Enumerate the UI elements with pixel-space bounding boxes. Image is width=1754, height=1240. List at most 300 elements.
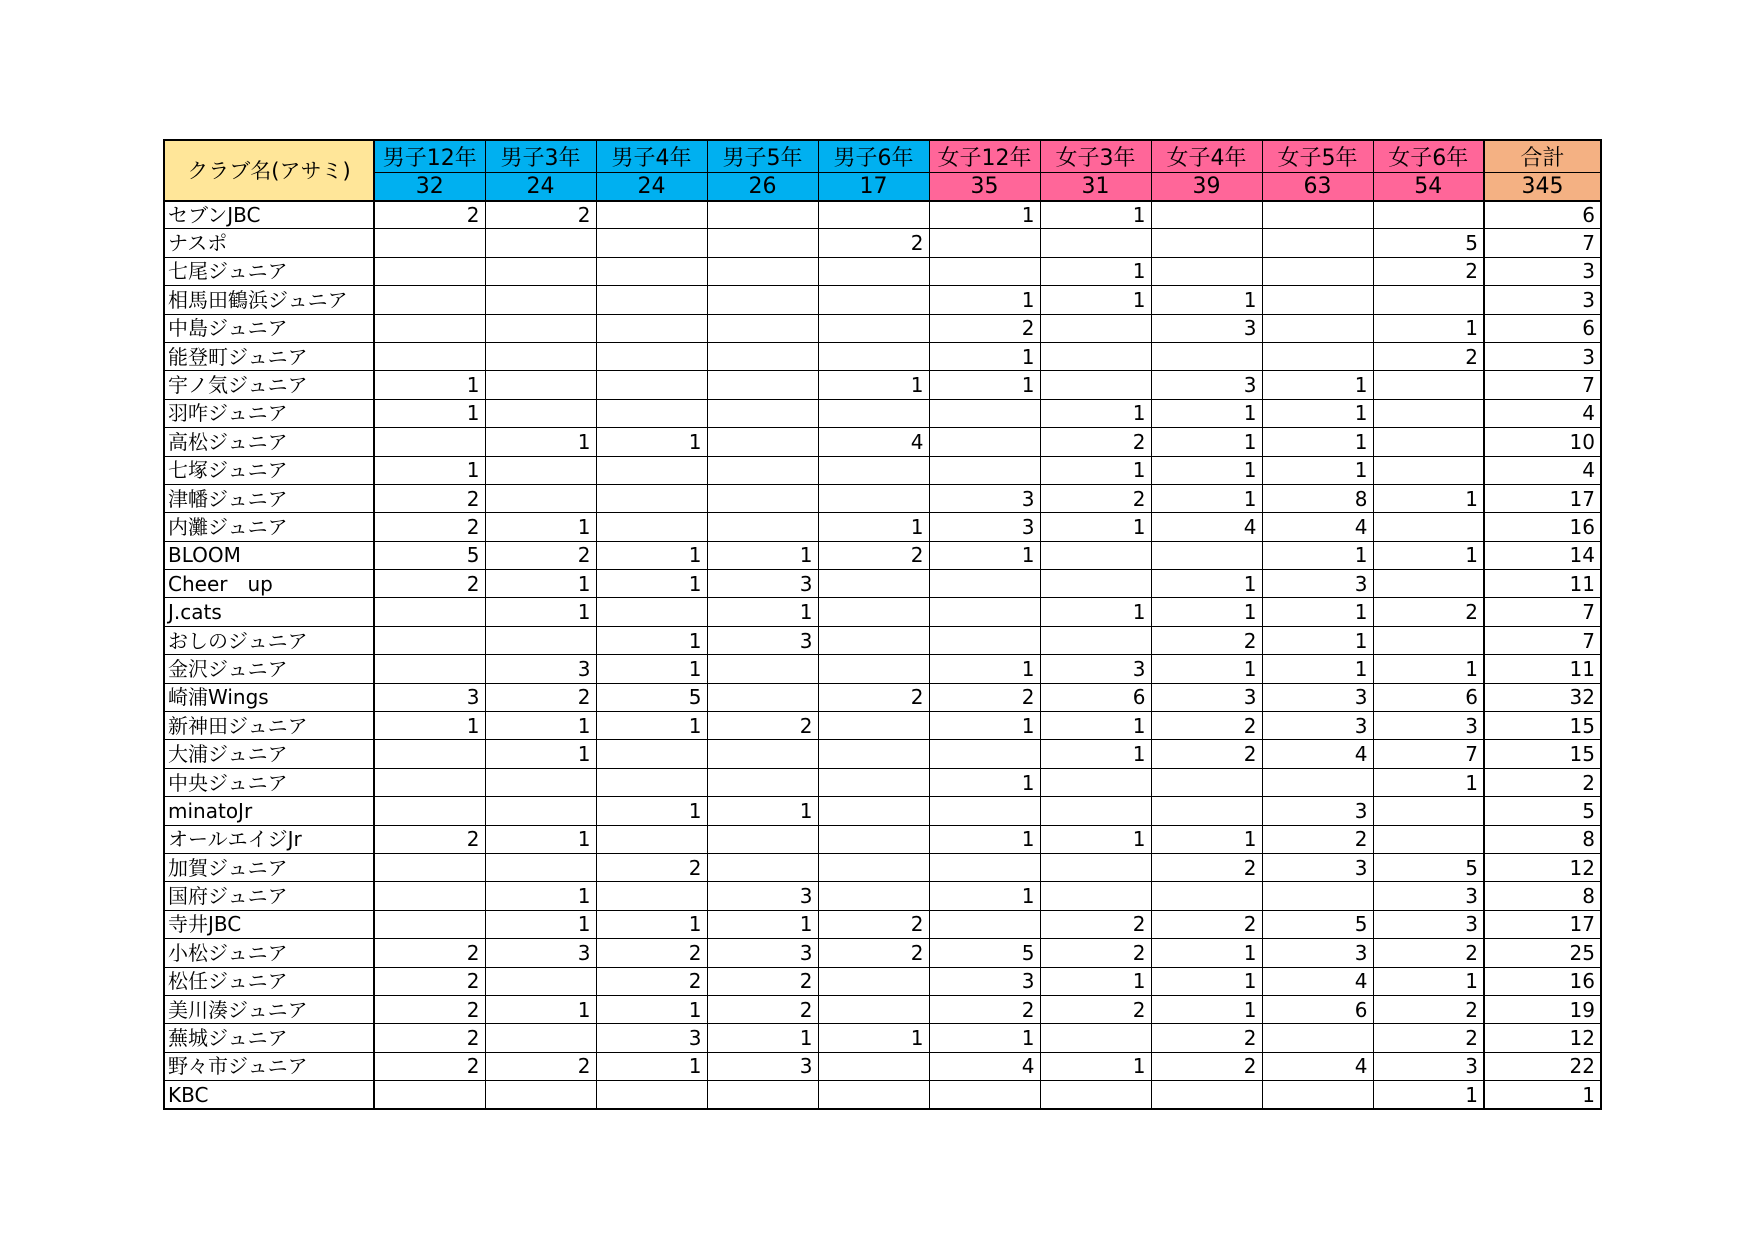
count-cell [1151,882,1262,910]
row-total-cell: 17 [1484,910,1601,938]
count-cell [1262,1024,1373,1052]
count-cell [596,825,707,853]
count-cell [707,484,818,512]
count-cell: 2 [1262,825,1373,853]
count-cell [485,768,596,796]
count-cell: 2 [818,229,929,257]
club-name-cell: 蕪城ジュニア [164,1024,374,1052]
table-row [164,342,1601,370]
row-total-cell: 6 [1484,314,1601,342]
count-cell: 2 [1151,626,1262,654]
row-total-cell: 14 [1484,541,1601,569]
count-cell [818,768,929,796]
column-total: 17 [818,173,929,201]
row-total-cell: 12 [1484,853,1601,881]
count-cell [707,683,818,711]
count-cell: 1 [1151,399,1262,427]
count-cell [818,1081,929,1109]
count-cell [374,342,485,370]
count-cell [1151,768,1262,796]
count-cell [596,201,707,229]
count-cell [1262,768,1373,796]
count-cell [374,598,485,626]
header-total-row [164,173,1601,201]
count-cell: 1 [596,712,707,740]
count-cell [485,853,596,881]
club-name-cell: おしのジュニア [164,626,374,654]
count-cell: 1 [707,1024,818,1052]
row-total-cell: 7 [1484,626,1601,654]
row-total-cell: 3 [1484,257,1601,285]
count-cell: 3 [1262,939,1373,967]
count-cell: 1 [485,598,596,626]
count-cell: 3 [707,1052,818,1080]
count-cell [818,286,929,314]
count-cell [707,286,818,314]
count-cell: 1 [1151,967,1262,995]
count-cell: 8 [1262,484,1373,512]
count-cell: 3 [1262,797,1373,825]
count-cell: 1 [1262,626,1373,654]
row-total-cell: 3 [1484,286,1601,314]
count-cell: 1 [1151,286,1262,314]
count-cell [707,655,818,683]
count-cell: 3 [596,1024,707,1052]
column-total: 32 [374,173,485,201]
row-total-cell: 11 [1484,655,1601,683]
table-row [164,428,1601,456]
count-cell: 4 [929,1052,1040,1080]
table-row [164,541,1601,569]
count-cell: 1 [485,712,596,740]
count-cell: 2 [707,967,818,995]
row-total-cell: 8 [1484,882,1601,910]
count-cell [485,626,596,654]
table-row [164,1024,1601,1052]
count-cell [929,598,1040,626]
count-cell [1151,1081,1262,1109]
column-total: 63 [1262,173,1373,201]
count-cell: 1 [1373,1081,1484,1109]
count-cell [1040,342,1151,370]
count-cell: 2 [374,484,485,512]
count-cell: 2 [1151,1024,1262,1052]
count-cell [929,910,1040,938]
count-cell [485,456,596,484]
count-cell: 1 [929,286,1040,314]
table-row [164,456,1601,484]
count-cell [1373,371,1484,399]
row-total-cell: 1 [1484,1081,1601,1109]
count-cell [1373,399,1484,427]
row-total-cell: 6 [1484,201,1601,229]
count-cell [707,853,818,881]
club-name-cell: 金沢ジュニア [164,655,374,683]
count-cell [596,229,707,257]
row-total-cell: 32 [1484,683,1601,711]
count-cell: 3 [929,967,1040,995]
count-cell: 1 [1040,286,1151,314]
count-cell: 1 [929,541,1040,569]
count-cell: 1 [1262,399,1373,427]
header-label-row [164,140,1601,173]
table-row [164,939,1601,967]
count-cell [1373,201,1484,229]
count-cell [1373,456,1484,484]
count-cell: 1 [1040,1052,1151,1080]
count-cell [485,967,596,995]
count-cell [1040,853,1151,881]
count-cell [596,456,707,484]
count-cell: 2 [374,201,485,229]
table-row [164,229,1601,257]
count-cell: 6 [1040,683,1151,711]
count-cell [1373,428,1484,456]
count-cell [1262,201,1373,229]
count-cell: 3 [1262,853,1373,881]
club-name-cell: 能登町ジュニア [164,342,374,370]
club-name-cell: 津幡ジュニア [164,484,374,512]
count-cell [707,1081,818,1109]
row-total-cell: 17 [1484,484,1601,512]
count-cell: 3 [1373,882,1484,910]
club-name-cell: 高松ジュニア [164,428,374,456]
count-cell: 2 [374,513,485,541]
count-cell [1040,1024,1151,1052]
count-cell [374,257,485,285]
count-cell: 1 [818,1024,929,1052]
count-cell [1373,570,1484,598]
count-cell: 1 [707,910,818,938]
column-total: 31 [1040,173,1151,201]
table-row [164,570,1601,598]
count-cell: 2 [485,1052,596,1080]
count-cell [596,740,707,768]
count-cell [818,853,929,881]
count-cell [929,853,1040,881]
count-cell [1373,825,1484,853]
count-cell: 1 [596,995,707,1023]
count-cell: 1 [818,371,929,399]
count-cell: 1 [485,910,596,938]
column-total: 24 [485,173,596,201]
count-cell [707,740,818,768]
club-name-cell: 野々市ジュニア [164,1052,374,1080]
count-cell [1262,882,1373,910]
count-cell: 1 [1262,371,1373,399]
count-cell: 1 [1262,428,1373,456]
count-cell [1262,257,1373,285]
count-cell [485,342,596,370]
column-total: 345 [1484,173,1601,201]
count-cell: 3 [1373,1052,1484,1080]
count-cell [818,655,929,683]
count-cell: 3 [485,655,596,683]
club-name-cell: 加賀ジュニア [164,853,374,881]
count-cell: 1 [1040,201,1151,229]
club-name-cell: 宇ノ気ジュニア [164,371,374,399]
count-cell [818,598,929,626]
count-cell: 1 [1262,541,1373,569]
table-row [164,910,1601,938]
count-cell: 1 [929,1024,1040,1052]
count-cell [1262,314,1373,342]
count-cell: 1 [929,655,1040,683]
club-name-cell: 内灘ジュニア [164,513,374,541]
club-name-cell: minatoJr [164,797,374,825]
table-row [164,740,1601,768]
count-cell [929,399,1040,427]
count-cell: 1 [485,995,596,1023]
count-cell: 6 [1373,683,1484,711]
count-cell: 4 [1262,967,1373,995]
count-cell [485,1081,596,1109]
count-cell [929,1081,1040,1109]
count-cell: 1 [1151,939,1262,967]
count-cell: 1 [1373,967,1484,995]
count-cell: 1 [596,797,707,825]
club-name-header: クラブ名(アサミ) [164,140,374,201]
count-cell [1040,371,1151,399]
count-cell [374,286,485,314]
count-cell [374,1081,485,1109]
count-cell [596,882,707,910]
count-cell: 2 [818,910,929,938]
table-row [164,626,1601,654]
club-name-cell: J.cats [164,598,374,626]
count-cell: 1 [1262,655,1373,683]
count-cell [707,768,818,796]
table-row [164,399,1601,427]
club-name-cell: オールエイジJr [164,825,374,853]
count-cell [1040,1081,1151,1109]
club-name-cell: 寺井JBC [164,910,374,938]
count-cell: 1 [1040,598,1151,626]
count-cell [818,740,929,768]
club-name-cell: 七塚ジュニア [164,456,374,484]
count-cell [374,229,485,257]
count-cell: 5 [374,541,485,569]
count-cell: 4 [1262,740,1373,768]
count-cell [929,257,1040,285]
table-row [164,967,1601,995]
count-cell: 7 [1373,740,1484,768]
club-name-cell: BLOOM [164,541,374,569]
club-name-cell: KBC [164,1081,374,1109]
count-cell: 3 [929,513,1040,541]
count-cell: 1 [1040,825,1151,853]
count-cell: 1 [374,371,485,399]
count-cell: 2 [1373,995,1484,1023]
row-total-cell: 3 [1484,342,1601,370]
row-total-cell: 15 [1484,712,1601,740]
count-cell: 1 [1373,314,1484,342]
count-cell [818,456,929,484]
count-cell: 4 [1151,513,1262,541]
count-cell: 1 [596,570,707,598]
count-cell [1373,513,1484,541]
row-total-cell: 7 [1484,371,1601,399]
count-cell: 2 [929,683,1040,711]
table-row [164,371,1601,399]
count-cell: 1 [485,882,596,910]
count-cell: 3 [1151,683,1262,711]
count-cell: 1 [1151,428,1262,456]
table-row [164,201,1601,229]
table-row [164,1052,1601,1080]
count-cell [596,371,707,399]
count-cell: 1 [374,456,485,484]
count-cell: 3 [1151,371,1262,399]
count-cell [818,201,929,229]
count-cell [1040,882,1151,910]
count-cell: 1 [707,541,818,569]
row-total-cell: 5 [1484,797,1601,825]
row-total-cell: 4 [1484,399,1601,427]
table-row [164,484,1601,512]
count-cell [1040,229,1151,257]
count-cell: 1 [485,740,596,768]
column-total: 54 [1373,173,1484,201]
count-cell [1040,797,1151,825]
club-name-cell: 中島ジュニア [164,314,374,342]
column-header: 女子6年 [1373,140,1484,173]
count-cell: 1 [1151,825,1262,853]
table-row [164,598,1601,626]
count-cell: 2 [1373,257,1484,285]
count-cell [485,484,596,512]
count-cell: 1 [596,1052,707,1080]
club-name-cell: セブンJBC [164,201,374,229]
row-total-cell: 16 [1484,967,1601,995]
count-cell: 2 [485,541,596,569]
row-total-cell: 10 [1484,428,1601,456]
count-cell [707,342,818,370]
count-cell: 2 [1373,1024,1484,1052]
count-cell: 1 [1040,399,1151,427]
count-cell: 2 [1040,484,1151,512]
count-cell [1262,342,1373,370]
table-row [164,683,1601,711]
count-cell [818,484,929,512]
count-cell [707,428,818,456]
table-row [164,257,1601,285]
count-cell [374,768,485,796]
count-cell: 2 [929,314,1040,342]
count-cell [1262,229,1373,257]
column-header: 男子3年 [485,140,596,173]
count-cell [1040,541,1151,569]
count-cell: 1 [596,910,707,938]
count-cell: 1 [1040,456,1151,484]
count-cell [818,626,929,654]
count-cell [485,286,596,314]
row-total-cell: 2 [1484,768,1601,796]
count-cell [1151,257,1262,285]
count-cell [596,286,707,314]
count-cell: 2 [1151,740,1262,768]
count-cell: 4 [818,428,929,456]
column-total: 35 [929,173,1040,201]
count-cell [1040,314,1151,342]
count-cell: 1 [929,342,1040,370]
count-cell: 1 [1040,740,1151,768]
count-cell [818,712,929,740]
count-cell: 2 [1373,342,1484,370]
count-cell [1151,201,1262,229]
table-row [164,513,1601,541]
count-cell [929,797,1040,825]
row-total-cell: 4 [1484,456,1601,484]
count-cell: 2 [374,939,485,967]
count-cell [818,314,929,342]
count-cell: 1 [1373,541,1484,569]
row-total-cell: 16 [1484,513,1601,541]
row-total-cell: 8 [1484,825,1601,853]
count-cell: 2 [596,967,707,995]
column-header: 女子5年 [1262,140,1373,173]
count-cell: 2 [707,995,818,1023]
count-cell: 5 [1373,229,1484,257]
count-cell: 1 [929,768,1040,796]
count-cell [929,626,1040,654]
count-cell: 1 [707,797,818,825]
count-cell: 2 [1040,995,1151,1023]
count-cell [818,825,929,853]
table-row [164,882,1601,910]
count-cell: 2 [1040,428,1151,456]
count-cell: 1 [929,371,1040,399]
count-cell: 3 [374,683,485,711]
count-cell [374,626,485,654]
count-cell: 1 [1040,513,1151,541]
count-cell: 2 [1040,910,1151,938]
count-cell: 5 [596,683,707,711]
count-cell: 1 [1373,768,1484,796]
count-cell [485,257,596,285]
club-name-cell: Cheer up [164,570,374,598]
count-cell [818,342,929,370]
count-cell: 1 [929,825,1040,853]
count-cell: 2 [374,995,485,1023]
count-cell: 3 [485,939,596,967]
count-cell: 2 [1151,853,1262,881]
count-cell [818,967,929,995]
count-cell [1040,626,1151,654]
count-cell: 1 [485,428,596,456]
count-cell: 1 [929,712,1040,740]
count-cell: 1 [818,513,929,541]
count-cell: 1 [1040,967,1151,995]
table-row [164,314,1601,342]
count-cell: 1 [596,541,707,569]
count-cell [1373,626,1484,654]
count-cell: 1 [596,655,707,683]
column-total: 24 [596,173,707,201]
count-cell: 3 [707,570,818,598]
table-row [164,768,1601,796]
count-cell: 2 [485,683,596,711]
count-cell [1151,797,1262,825]
count-cell [1151,541,1262,569]
count-cell: 2 [374,1024,485,1052]
club-name-cell: 小松ジュニア [164,939,374,967]
count-cell: 1 [707,598,818,626]
count-cell [596,598,707,626]
count-cell: 2 [374,1052,485,1080]
column-total: 26 [707,173,818,201]
row-total-cell: 7 [1484,598,1601,626]
